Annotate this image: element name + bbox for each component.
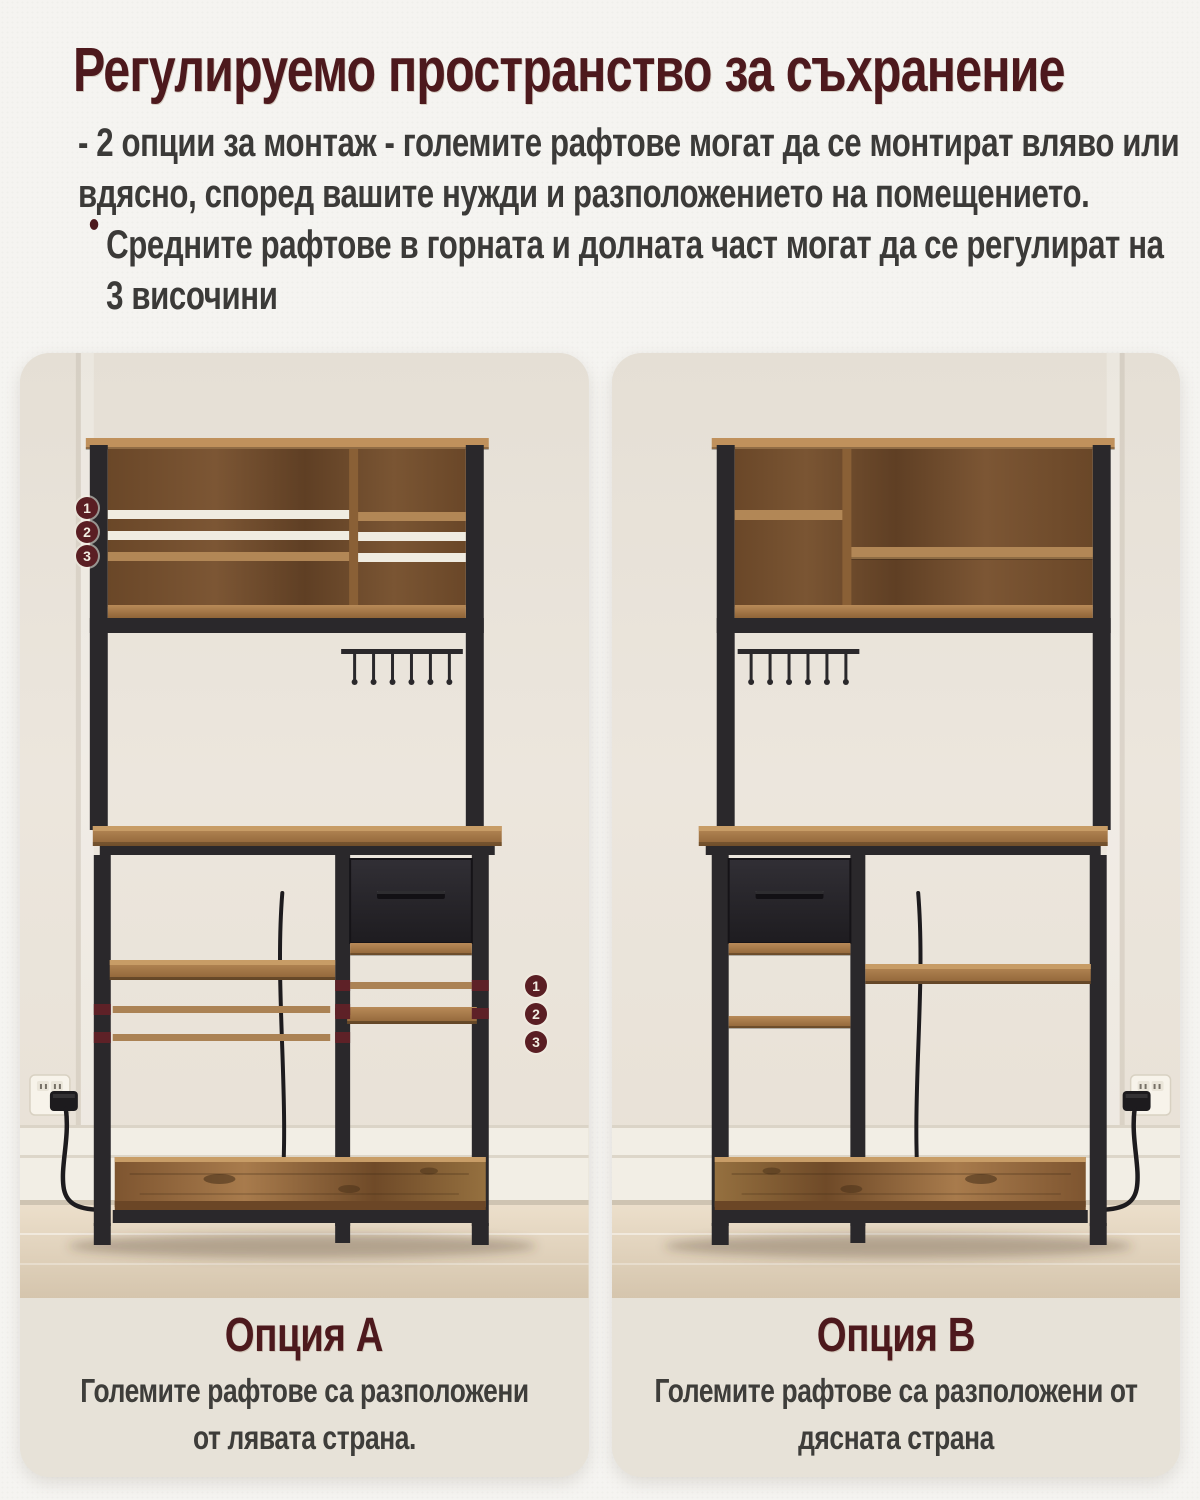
shelf-height-marker-6: 3: [525, 1031, 547, 1053]
bakers-rack-illustration: [612, 353, 1181, 1298]
option-a-title: Опция A: [225, 1309, 384, 1362]
shelf-height-marker-2: 2: [76, 521, 98, 543]
feature-text: Средните рафтове в горната и долната част могат да се регулират на 3 височини: [106, 223, 1164, 318]
feature-item-adjustable-shelves: [78, 204, 1186, 322]
bakers-rack-photo-left-shelves: [20, 353, 589, 1298]
bullet-dot: •: [88, 204, 99, 246]
feature-list: [78, 118, 1186, 322]
option-b-description: Големите рафтове са разположени от дясната страна: [654, 1372, 1138, 1457]
shelf-height-marker-5: 2: [525, 1003, 547, 1025]
options-row: [20, 353, 1180, 1477]
feature-item-mount-options: - 2 опции за монтаж - големите рафтове могат да се монтират вляво или вдясно, според вашите нужди и разположението на помещението.: [78, 121, 1180, 216]
option-b-photo: [612, 353, 1181, 1298]
option-b-title: Опция B: [816, 1309, 975, 1362]
option-a-description: Големите рафтове са разположени от лявата страна.: [80, 1372, 529, 1457]
option-a-card: [20, 353, 589, 1477]
page-title: Регулируемо пространство за съхранение: [73, 36, 1065, 105]
bakers-rack-photo-right-shelves: [612, 353, 1181, 1298]
bakers-rack-illustration: [20, 353, 589, 1298]
shelf-height-marker-1: 1: [76, 497, 98, 519]
option-a-photo: [20, 353, 589, 1298]
option-a-caption: [20, 1298, 589, 1477]
shelf-height-marker-3: 3: [76, 545, 98, 567]
option-b-caption: [612, 1298, 1181, 1477]
shelf-height-marker-4: 1: [525, 975, 547, 997]
option-b-card: [612, 353, 1181, 1477]
